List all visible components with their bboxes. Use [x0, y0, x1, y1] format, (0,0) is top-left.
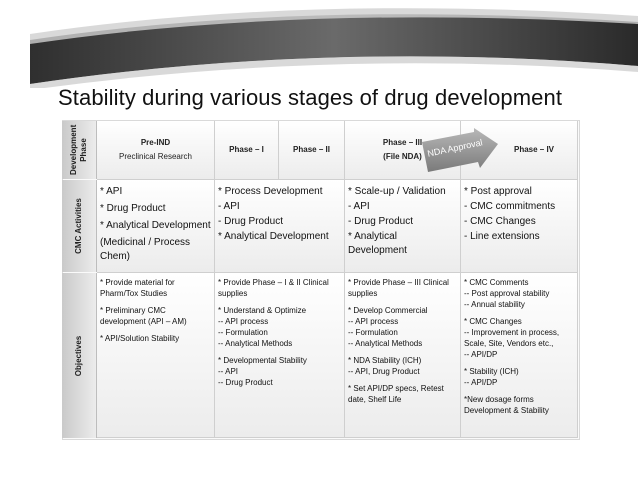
header-phase-2-label: Phase – II — [293, 145, 330, 154]
page-title: Stability during various stages of drug development — [58, 85, 563, 110]
header-phase-2 — [279, 121, 345, 180]
list-item: -- Annual stability — [464, 300, 525, 309]
cmc-phase-3 — [345, 180, 461, 273]
list-item: * Process Development — [218, 186, 323, 197]
objectives-phase-3 — [345, 273, 461, 438]
objectives-preind — [97, 273, 215, 438]
list-item: - CMC Changes — [464, 216, 536, 227]
list-item: * Drug Product — [100, 203, 166, 214]
list-item: * Scale-up / Validation — [348, 186, 446, 197]
row-label-development-phase — [62, 121, 97, 179]
header-phase-4-label: Phase – IV — [513, 145, 555, 154]
list-item: -- Formulation — [218, 328, 268, 337]
objectives-phase-4 — [461, 273, 578, 438]
list-item: -- API/DP — [464, 378, 498, 387]
list-item: -- Analytical Methods — [348, 339, 423, 348]
list-item: - API — [218, 201, 240, 212]
cmc-phase-1-2 — [215, 180, 345, 273]
list-item: * API/Solution Stability — [100, 334, 180, 343]
list-item: * Develop Commercial — [348, 306, 428, 315]
list-item: - API — [348, 201, 370, 212]
list-item: * NDA Stability (ICH) — [348, 356, 422, 365]
list-item: -- API process — [348, 317, 399, 326]
list-item: * API — [100, 186, 123, 197]
list-item: (Medicinal / Process Chem) — [100, 237, 191, 262]
header-banner — [0, 0, 638, 88]
list-item: - Drug Product — [348, 216, 414, 227]
row-label-objectives — [62, 273, 97, 438]
list-item: -- Analytical Methods — [218, 339, 293, 348]
header-phase-3-line2: (File NDA) — [383, 152, 422, 161]
list-item: * Developmental Stability — [218, 356, 307, 365]
row-label-cmc-activities — [62, 180, 97, 272]
list-item: * Set API/DP specs, Retest date, Shelf Life — [348, 384, 444, 404]
row-label-text: Objectives — [74, 335, 83, 376]
list-item: * CMC Changes — [464, 317, 522, 326]
list-item: -- API process — [218, 317, 269, 326]
header-phase-3-line1: Phase – III — [382, 138, 423, 147]
list-item: -- API, Drug Product — [348, 367, 420, 376]
cmc-phase-4 — [461, 180, 578, 273]
cmc-preind — [97, 180, 215, 273]
header-preind-line1: Pre-IND — [140, 138, 171, 147]
list-item: -- Formulation — [348, 328, 398, 337]
row-label-text: Development Phase — [69, 124, 88, 175]
objectives-phase-1-2 — [215, 273, 345, 438]
header-phase-1 — [215, 121, 279, 180]
list-item: * Preliminary CMC development (API – AM) — [100, 306, 187, 326]
list-item: - Drug Product — [218, 216, 284, 227]
list-item: -- Improvement in process, Scale, Site, Vendors etc., — [464, 328, 560, 348]
nda-approval-label: NDA Approval — [426, 137, 484, 159]
list-item: * Provide material for Pharm/Tox Studies — [100, 278, 175, 298]
list-item: -- API/DP — [464, 350, 498, 359]
list-item: -- Post approval stability — [464, 289, 550, 298]
list-item: * Post approval — [464, 186, 532, 197]
list-item: * Provide Phase – I & II Clinical supplies — [218, 278, 329, 298]
row-label-text: CMC Activities — [74, 198, 83, 254]
header-phase-1-label: Phase – I — [229, 145, 264, 154]
list-item: * Analytical Development — [218, 231, 329, 242]
list-item: -- API — [218, 367, 239, 376]
list-item: * Stability (ICH) — [464, 367, 519, 376]
list-item: * Analytical Development — [100, 220, 211, 231]
list-item: *New dosage forms Development & Stability — [464, 395, 549, 415]
list-item: * Understand & Optimize — [218, 306, 307, 315]
list-item: * Provide Phase – III Clinical supplies — [348, 278, 449, 298]
list-item: * Analytical Development — [348, 231, 407, 256]
list-item: - CMC commitments — [464, 201, 556, 212]
list-item: - Line extensions — [464, 231, 540, 242]
header-preind — [97, 121, 215, 180]
list-item: * CMC Comments — [464, 278, 529, 287]
header-preind-line2: Preclinical Research — [119, 152, 192, 161]
list-item: -- Drug Product — [218, 378, 273, 387]
